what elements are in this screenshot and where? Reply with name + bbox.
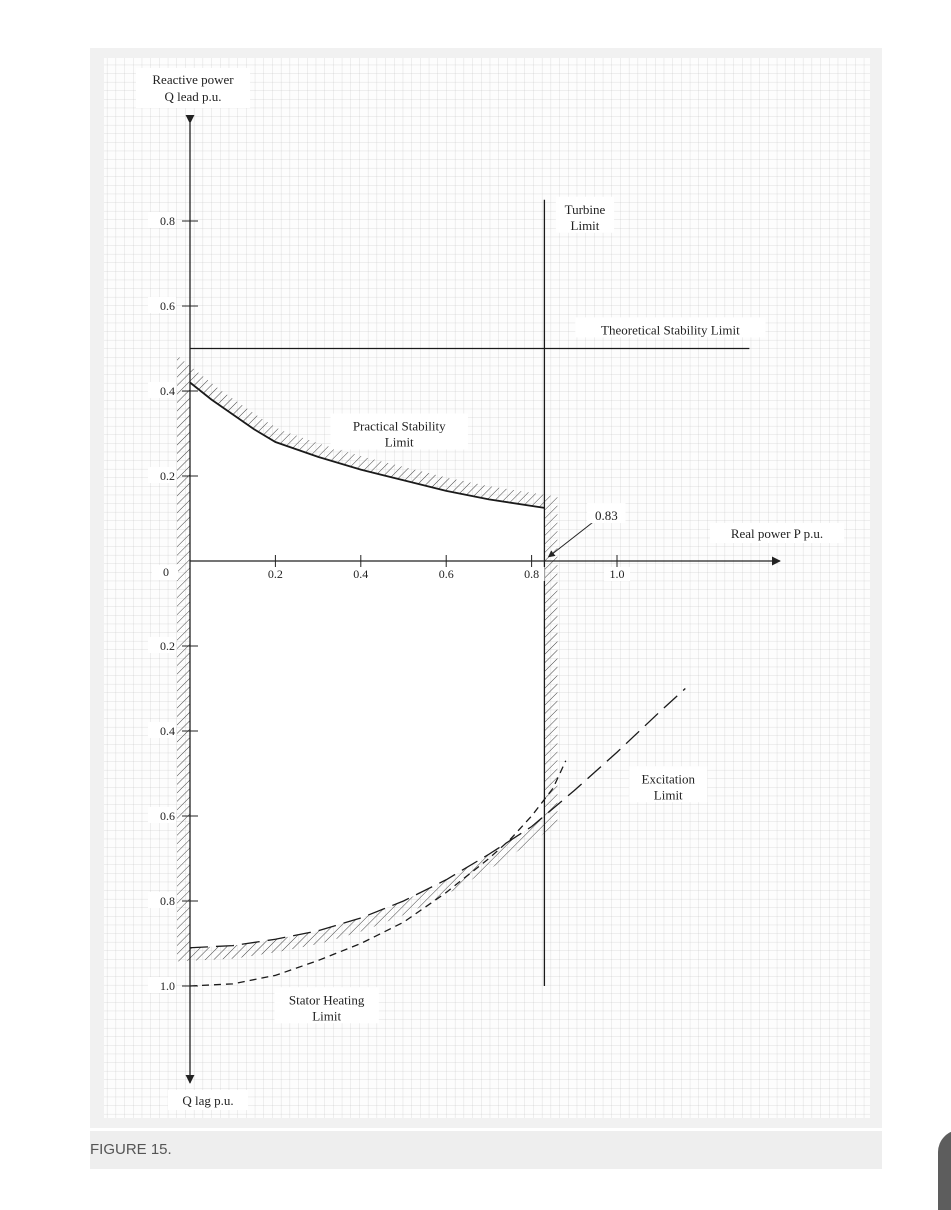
- y-axis-title-top-line-0: Reactive power: [152, 72, 234, 87]
- y-tick-label-5: 0.4: [160, 724, 175, 738]
- annotation-practical-line-1: Limit: [384, 434, 414, 450]
- annotation-turbine-line-1: Limit: [570, 217, 600, 233]
- annotation-turbine-line-0: Turbine: [564, 201, 606, 217]
- annotation-value-line-0: 0.83: [594, 508, 618, 524]
- x-tick-label-0-6: 0.6: [438, 567, 454, 581]
- y-tick-label-8: 1.0: [160, 979, 175, 993]
- y-axis-title-bottom: Q lag p.u.: [182, 1093, 234, 1108]
- y-tick-label-6: 0.6: [160, 809, 175, 823]
- x-tick-label-0-8: 0.8: [524, 567, 540, 581]
- scroll-tab[interactable]: [938, 1130, 951, 1210]
- origin-label: 0: [163, 565, 169, 579]
- annotation-stator-line-1: Limit: [312, 1008, 342, 1024]
- x-tick-label-0-2: 0.2: [267, 567, 283, 581]
- figure-panel: [90, 48, 882, 1128]
- y-axis-title-top-line-1: Q lead p.u.: [164, 89, 222, 104]
- annotation-stator-line-0: Stator Heating: [288, 992, 365, 1008]
- x-tick-label-1-0: 1.0: [609, 567, 625, 581]
- pq-capability-chart: [90, 48, 882, 1128]
- annotation-excitation-line-0: Excitation: [641, 771, 695, 787]
- caption-bar: [90, 1131, 882, 1169]
- y-tick-label-0: 0.8: [160, 214, 175, 228]
- y-tick-label-4: 0.2: [160, 639, 175, 653]
- x-tick-label-0-4: 0.4: [353, 567, 369, 581]
- x-axis-title: Real power P p.u.: [730, 526, 824, 541]
- annotation-theoretical-line-0: Theoretical Stability Limit: [601, 322, 740, 338]
- y-tick-label-7: 0.8: [160, 894, 175, 908]
- annotation-practical-line-0: Practical Stability: [352, 418, 446, 434]
- y-tick-label-1: 0.6: [160, 299, 175, 313]
- y-tick-label-3: 0.2: [160, 469, 175, 483]
- annotation-excitation-line-1: Limit: [653, 787, 683, 803]
- y-tick-label-2: 0.4: [160, 384, 175, 398]
- figure-caption: FIGURE 15.: [90, 1141, 172, 1158]
